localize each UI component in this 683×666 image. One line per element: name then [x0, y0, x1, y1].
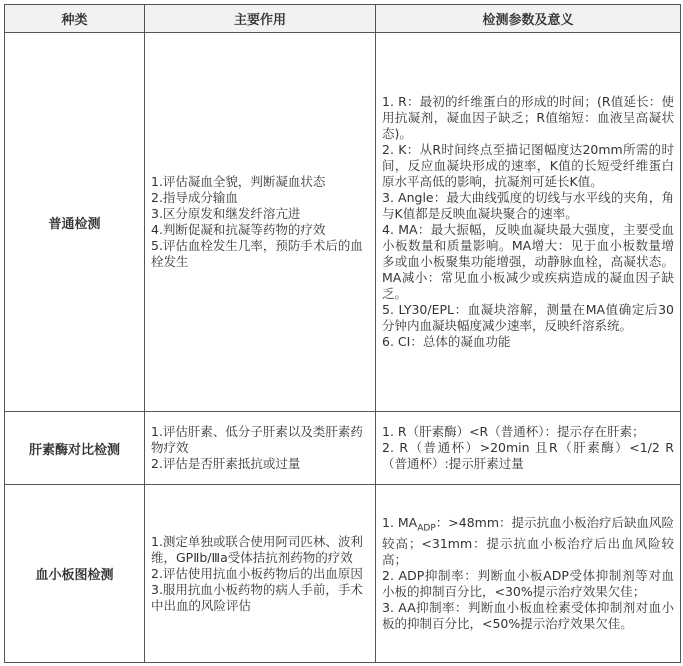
param-item: 6. CI：总体的凝血功能	[382, 334, 511, 349]
role-item: 2.评估是否肝素抵抗或过量	[151, 456, 301, 471]
param-item: 3. Angle：最大曲线弧度的切线与水平线的夹角，角与K值都是反映血凝块聚合的速率。	[382, 190, 674, 221]
table-row-platelet	[5, 485, 681, 663]
role-item: 2.评估使用抗血小板药物后的出血原因	[151, 565, 363, 581]
kind-cell: 血小板图检测	[5, 485, 145, 663]
param-item: 2. R（普通杯）>20min 且R（肝素酶）<1/2 R（普通杯）:提示肝素过量	[382, 440, 674, 471]
header-role: 主要作用	[145, 5, 376, 33]
role-item: 1.评估肝素、低分子肝素以及类肝素药物疗效	[151, 424, 363, 455]
role-cell	[145, 33, 376, 412]
params-cell	[376, 33, 681, 412]
role-item: 5.评估血栓发生几率，预防手术后的血栓发生	[151, 238, 363, 269]
param-ma-rest: ：>48mm：提示抗血小板治疗后缺血风险较高；<31mm：提示抗血小板治疗后出血风险较高；	[382, 514, 674, 568]
role-item: 3.区分原发和继发纤溶亢进	[151, 206, 301, 221]
role-cell	[145, 412, 376, 485]
param-item: 2. ADP抑制率：判断血小板ADP受体抑制剂等对血小板的抑制百分比，<30%提示治疗效果欠佳；	[382, 568, 674, 600]
role-item: 1.评估凝血全貌，判断凝血状态	[151, 174, 326, 189]
param-item: 5. LY30/EPL：血凝块溶解，测量在MA值确定后30分钟内血凝块幅度减少速率，反映纤溶系统。	[382, 302, 674, 333]
role-item: 2.指导成分输血	[151, 190, 238, 205]
header-row	[5, 5, 681, 33]
header-kind: 种类	[5, 5, 145, 33]
param-item: 1. R（肝素酶）<R（普通杯）：提示存在肝素；	[382, 424, 645, 439]
header-params: 检测参数及意义	[376, 5, 681, 33]
table-row-heparinase	[5, 412, 681, 485]
role-item: 3.服用抗血小板药物的病人手前，手术中出血的风险评估	[151, 581, 363, 613]
table-row-normal	[5, 33, 681, 412]
params-cell	[376, 485, 681, 663]
param-item: 1. R：最初的纤维蛋白的形成的时间；(R值延长：使用抗凝剂，凝血因子缺乏；R值缩短：血液呈高凝状态)。	[382, 94, 674, 141]
param-item: 4. MA：最大振幅，反映血凝块最大强度，主要受血小板数量和质量影响。MA增大：见于血小板数量增多或血小板聚集功能增强，动静脉血栓，高凝状态。MA减小：常见血小板减少或疾病造成的凝血因子缺乏。	[382, 222, 674, 301]
param-ma-prefix: 1. MA	[382, 514, 418, 530]
params-cell	[376, 412, 681, 485]
param-ma-subscript: ADP	[417, 523, 436, 534]
tea-parameters-table	[4, 4, 681, 663]
kind-cell: 普通检测	[5, 33, 145, 412]
role-item: 1.测定单独或联合使用阿司匹林、波利维，GPⅡb/Ⅲa受体拮抗剂药物的疗效	[151, 533, 363, 565]
param-item: 2. K：从R时间终点至描记图幅度达20mm所需的时间，反应血凝块形成的速率，K值的长短受纤维蛋白原水平高低的影响，抗凝剂可延长K值。	[382, 142, 674, 189]
param-item	[382, 515, 674, 569]
role-item: 4.判断促凝和抗凝等药物的疗效	[151, 222, 326, 237]
kind-cell: 肝素酶对比检测	[5, 412, 145, 485]
param-item: 3. AA抑制率：判断血小板血栓素受体抑制剂对血小板的抑制百分比，<50%提示治疗效果欠佳。	[382, 600, 674, 632]
role-cell	[145, 485, 376, 663]
